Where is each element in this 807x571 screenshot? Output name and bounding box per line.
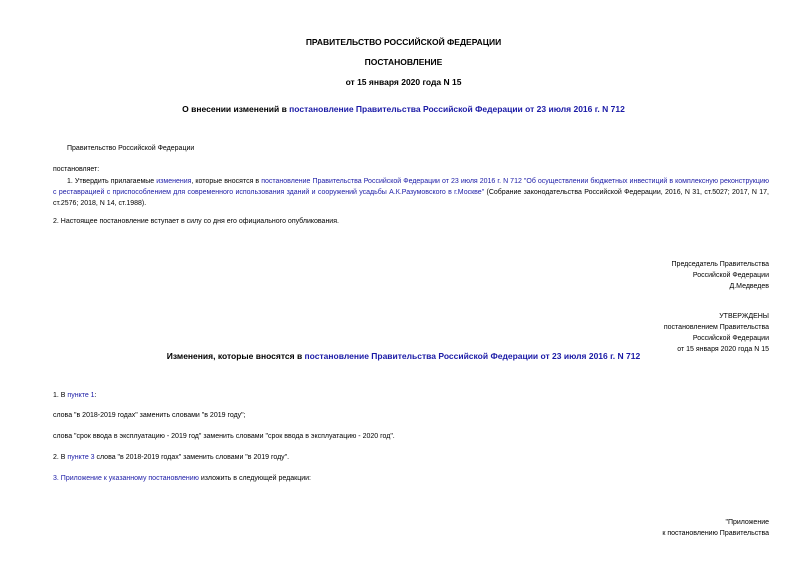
appendix-block — [662, 517, 769, 539]
item1-link[interactable]: пункте 1 — [67, 392, 95, 399]
item1-text-b: : — [94, 392, 97, 399]
doc-type-heading: ПОСТАНОВЛЕНИЕ — [364, 57, 443, 67]
changes-title — [0, 351, 807, 361]
approval-line-3: Российской Федерации — [692, 335, 769, 342]
date-number: от 15 января 2020 года N 15 — [345, 77, 462, 87]
p1-text-c: (Собрание законодательства Российской Федерации, 2016, N 31, ст.5027; 2017, N 17, ст.2576; 2018, N 14, ст.1988). — [53, 189, 770, 207]
appendix-line-2: к постановлению Правительства — [662, 530, 769, 537]
resolution-712-link[interactable]: постановление Правительства Российской Федерации от 23 июля 2016 г. N 712 "Об осуществлении бюджетных инвестиций в комплексную реконструкцию с реставрацией с приспособлением для современного использования зданий и сооружений усадьбы А.К.Разумовского в г.Москве" — [53, 178, 769, 196]
item1-line-2: слова "срок ввода в эксплуатацию - 2019 год" заменить словами "срок ввода в эксплуатацию - 2020 год". — [53, 433, 395, 440]
approval-line-2: постановлением Правительства — [663, 324, 769, 331]
title-link[interactable]: постановление Правительства Российской Федерации от 23 июля 2016 г. N 712 — [289, 104, 625, 114]
approval-block — [664, 311, 769, 355]
item2-link[interactable]: пункте 3 — [67, 454, 95, 461]
approval-line-4: от 15 января 2020 года N 15 — [677, 346, 769, 353]
changes-link[interactable]: изменения — [156, 178, 192, 185]
approval-line-1: УТВЕРЖДЕНЫ — [719, 313, 769, 320]
resolves: постановляет: — [53, 166, 100, 173]
p1-text-b: , которые вносятся в — [191, 178, 262, 185]
issuer: Правительство Российской Федерации — [67, 145, 195, 152]
item-2 — [53, 454, 289, 461]
changes-title-prefix: Изменения, которые вносятся в — [166, 351, 305, 361]
document-title — [0, 104, 807, 114]
government-heading: ПРАВИТЕЛЬСТВО РОССИЙСКОЙ ФЕДЕРАЦИИ — [305, 37, 502, 47]
paragraph-2: 2. Настоящее постановление вступает в силу со дня его официального опубликования. — [53, 218, 339, 225]
signature-block — [672, 259, 769, 292]
item-3 — [53, 475, 311, 482]
item3-link[interactable]: 3. Приложение к указанному постановлению — [53, 475, 199, 482]
signature-name: Д.Медведев — [729, 283, 769, 290]
item2-text-b: слова "в 2018-2019 годах" заменить словами "в 2019 году". — [94, 454, 290, 461]
changes-title-link[interactable]: постановление Правительства Российской Федерации от 23 июля 2016 г. N 712 — [304, 351, 641, 361]
item-1 — [53, 392, 97, 399]
appendix-line-1: "Приложение — [725, 519, 769, 526]
signature-country: Российской Федерации — [692, 272, 769, 279]
item3-text-b: изложить в следующей редакции: — [198, 475, 311, 482]
paragraph-1 — [53, 176, 769, 209]
p1-text-a: 1. Утвердить прилагаемые — [67, 178, 157, 185]
item2-text-a: 2. В — [53, 454, 68, 461]
title-prefix: О внесении изменений в — [182, 104, 290, 114]
signature-title: Председатель Правительства — [671, 261, 769, 268]
item1-line-1: слова "в 2018-2019 годах" заменить словами "в 2019 году"; — [53, 412, 246, 419]
item1-text-a: 1. В — [53, 392, 68, 399]
